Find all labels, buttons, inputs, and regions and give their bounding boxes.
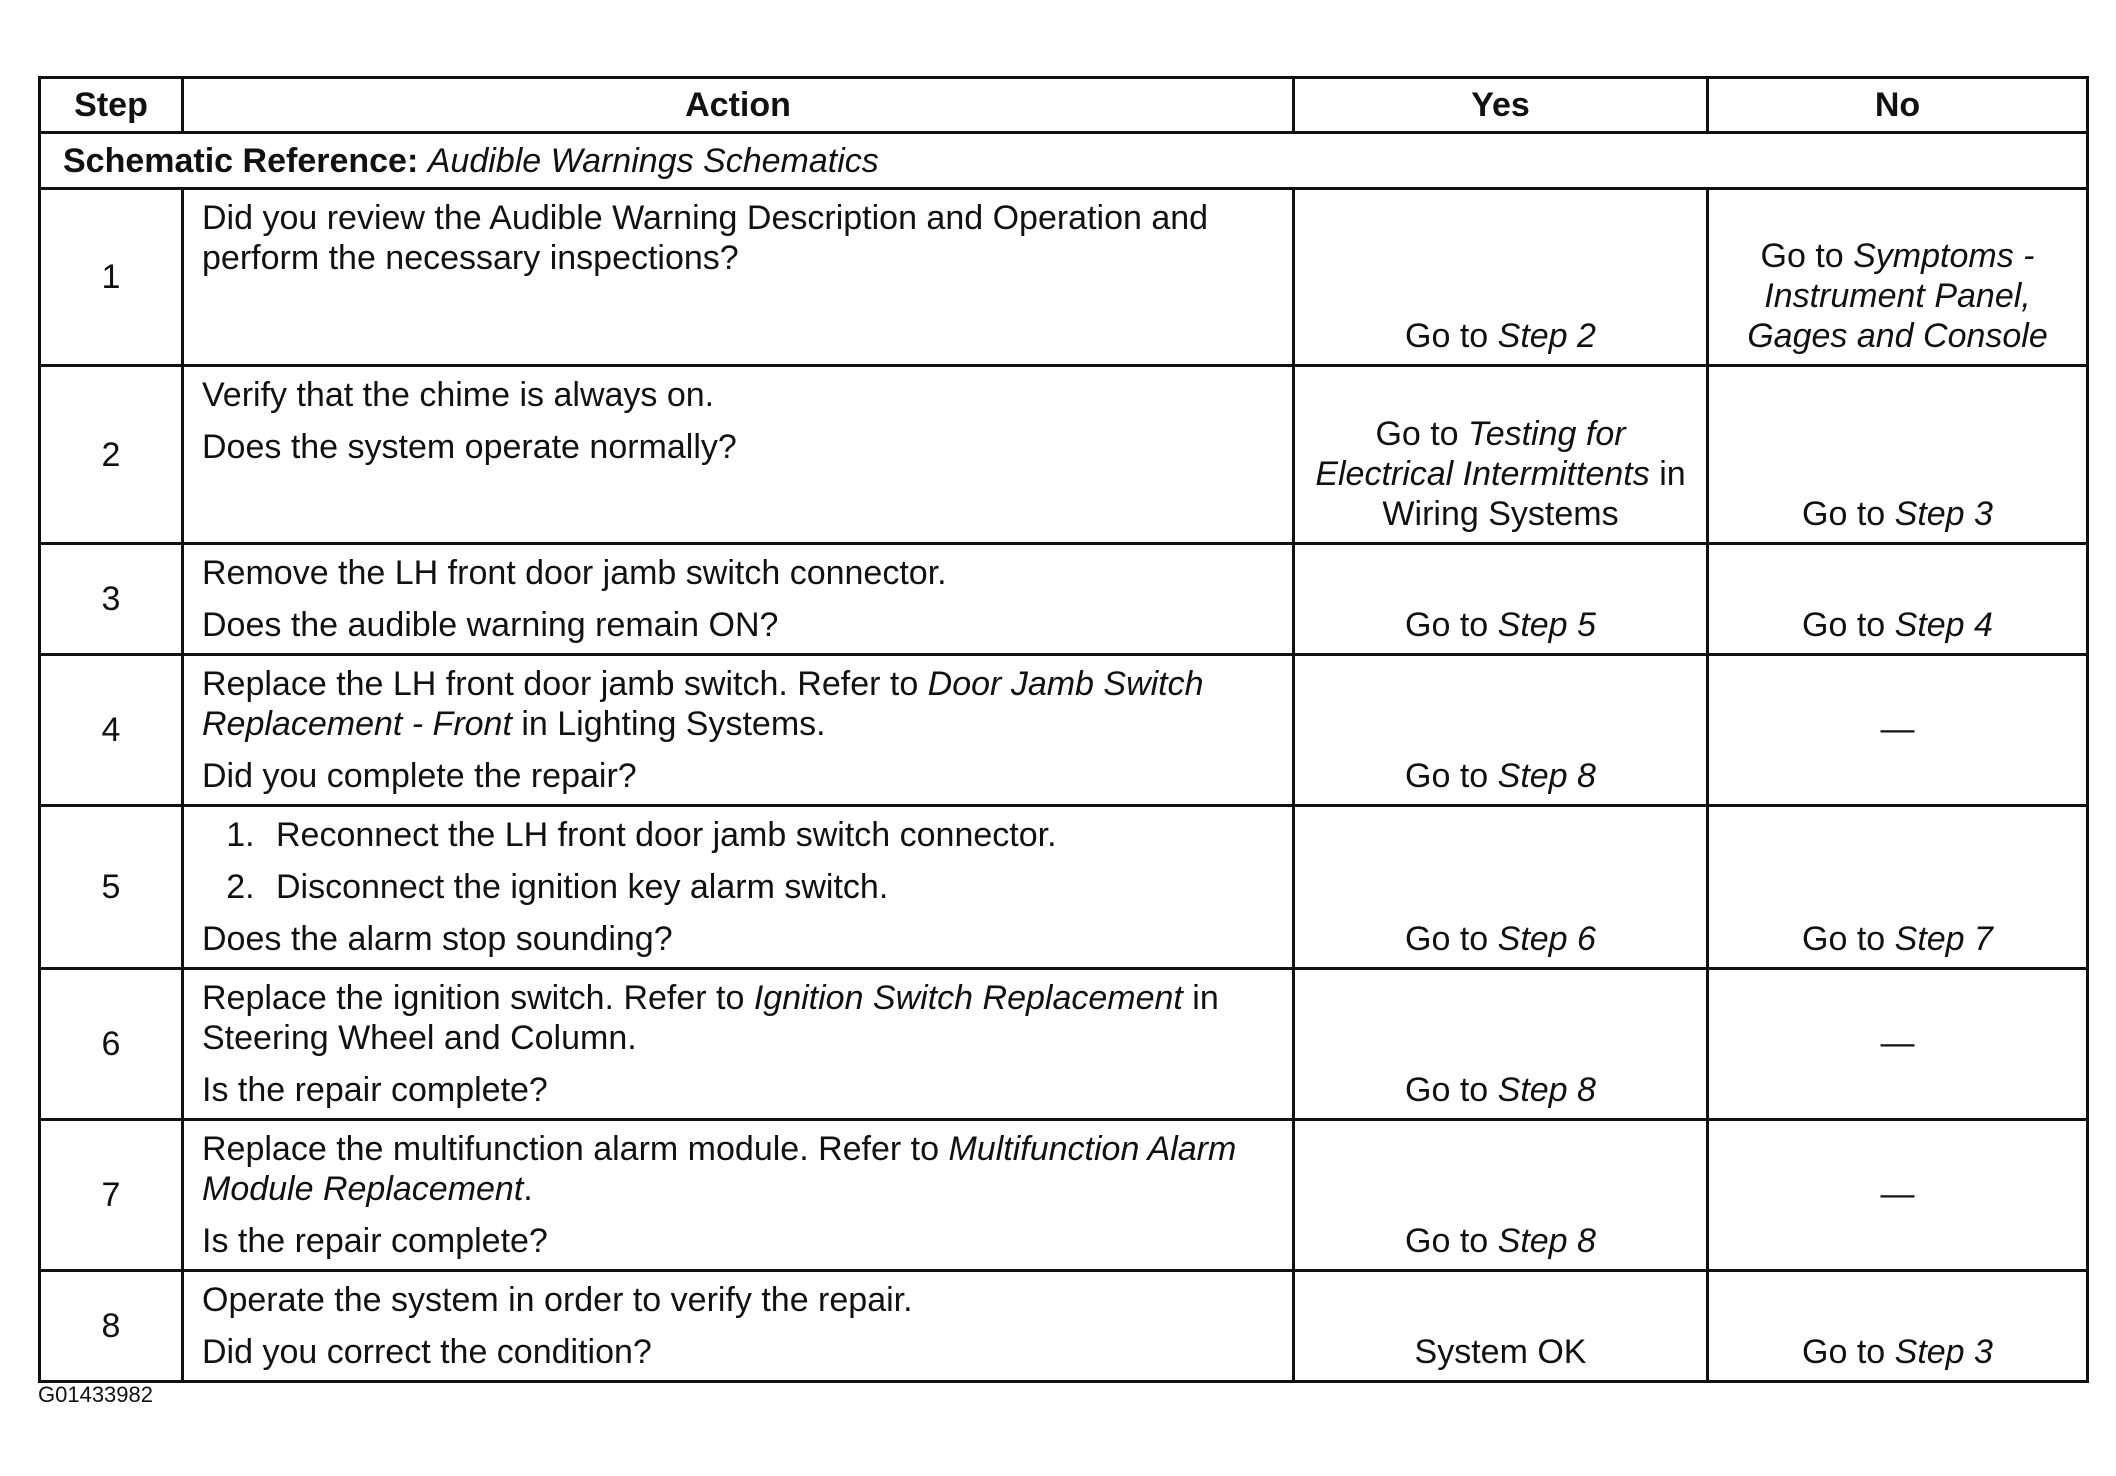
- action-question: Does the alarm stop sounding?: [202, 920, 673, 958]
- action-question: Is the repair complete?: [202, 1222, 548, 1260]
- yes-cell: [1294, 969, 1708, 1120]
- action-cell: [183, 806, 1294, 969]
- yes-cell: [1294, 655, 1708, 806]
- yes-link[interactable]: Step 5: [1497, 606, 1596, 644]
- yes-link[interactable]: Testing for Electrical Intermittents: [1315, 415, 1650, 493]
- header-no: No: [1708, 78, 2088, 133]
- action-question: Is the repair complete?: [202, 1071, 548, 1109]
- action-list-item: 2. Disconnect the ignition key alarm switch.: [264, 867, 1274, 907]
- figure-id: G01433982: [38, 1382, 153, 1407]
- yes-link[interactable]: Step 8: [1497, 757, 1596, 795]
- action-question: Does the system operate normally?: [202, 428, 737, 466]
- table-row: [40, 189, 2088, 366]
- action-reference-link[interactable]: Multifunction Alarm Module Replacement: [202, 1130, 1237, 1208]
- no-link[interactable]: Step 3: [1894, 495, 1993, 533]
- schematic-row: [40, 133, 2088, 189]
- action-text: [202, 1129, 1274, 1209]
- no-cell: [1708, 969, 2088, 1120]
- no-link[interactable]: Step 4: [1894, 606, 1993, 644]
- action-cell: [183, 1271, 1294, 1382]
- table-row: [40, 544, 2088, 655]
- yes-prefix: Go to: [1405, 606, 1498, 644]
- diagnostic-table: [38, 76, 2089, 1383]
- action-cell: [183, 189, 1294, 366]
- step-number: 8: [40, 1271, 183, 1382]
- no-prefix: Go to: [1802, 495, 1895, 533]
- no-prefix: Go to: [1760, 237, 1854, 275]
- no-link[interactable]: Symptoms - Instrument Panel, Gages and Console: [1747, 237, 2048, 355]
- no-prefix: Go to: [1802, 920, 1895, 958]
- yes-suffix: in Wiring Systems: [1382, 455, 1686, 533]
- no-dash: —: [1880, 710, 1915, 748]
- table-row: [40, 1271, 2088, 1382]
- no-link[interactable]: Step 7: [1894, 920, 1993, 958]
- table-row: [40, 806, 2088, 969]
- no-cell: [1708, 1120, 2088, 1271]
- table-row: [40, 969, 2088, 1120]
- step-number: 7: [40, 1120, 183, 1271]
- yes-text: System OK: [1414, 1333, 1587, 1371]
- yes-link[interactable]: Step 8: [1497, 1071, 1596, 1109]
- no-dash: —: [1880, 1175, 1915, 1213]
- step-number: 6: [40, 969, 183, 1120]
- header-step: Step: [40, 78, 183, 133]
- no-cell: [1708, 366, 2088, 544]
- action-text-suffix: in Lighting Systems.: [511, 705, 826, 743]
- schematic-link[interactable]: Audible Warnings Schematics: [427, 141, 879, 180]
- yes-prefix: Go to: [1375, 415, 1469, 453]
- schematic-reference: [40, 133, 2088, 189]
- header-action: Action: [183, 78, 1294, 133]
- step-number: 3: [40, 544, 183, 655]
- yes-cell: [1294, 544, 1708, 655]
- no-cell: [1708, 1271, 2088, 1382]
- yes-prefix: Go to: [1405, 920, 1498, 958]
- table-row: [40, 1120, 2088, 1271]
- action-cell: [183, 655, 1294, 806]
- action-text: [202, 978, 1274, 1058]
- action-question: Did you correct the condition?: [202, 1333, 652, 1371]
- action-question: Did you complete the repair?: [202, 757, 637, 795]
- yes-cell: [1294, 1271, 1708, 1382]
- action-text: [202, 664, 1274, 744]
- action-text-suffix: in Steering Wheel and Column.: [202, 979, 1219, 1057]
- action-reference-link[interactable]: Ignition Switch Replacement: [753, 979, 1183, 1017]
- no-cell: [1708, 189, 2088, 366]
- action-text-prefix: Replace the LH front door jamb switch. Refer to: [202, 665, 928, 703]
- action-text: Did you review the Audible Warning Description and Operation and perform the necessary inspections?: [202, 199, 1209, 277]
- no-dash: —: [1880, 1024, 1915, 1062]
- step-number: 1: [40, 189, 183, 366]
- header-row: [40, 78, 2088, 133]
- yes-link[interactable]: Step 2: [1497, 317, 1596, 355]
- yes-prefix: Go to: [1405, 757, 1498, 795]
- yes-prefix: Go to: [1405, 1071, 1498, 1109]
- yes-cell: [1294, 189, 1708, 366]
- schematic-label: Schematic Reference:: [63, 141, 419, 180]
- action-question: Does the audible warning remain ON?: [202, 606, 779, 644]
- action-text-suffix: .: [523, 1170, 533, 1208]
- table-row: [40, 655, 2088, 806]
- action-cell: [183, 1120, 1294, 1271]
- action-text: Remove the LH front door jamb switch connector.: [202, 554, 947, 592]
- no-cell: [1708, 544, 2088, 655]
- action-list-item: 1. Reconnect the LH front door jamb switch connector.: [264, 815, 1274, 855]
- action-reference-link[interactable]: Door Jamb Switch Replacement - Front: [202, 665, 1204, 743]
- yes-prefix: Go to: [1405, 317, 1498, 355]
- yes-cell: [1294, 1120, 1708, 1271]
- step-number: 5: [40, 806, 183, 969]
- action-cell: [183, 544, 1294, 655]
- header-yes: Yes: [1294, 78, 1708, 133]
- no-cell: [1708, 655, 2088, 806]
- action-text-prefix: Replace the ignition switch. Refer to: [202, 979, 754, 1017]
- action-cell: [183, 969, 1294, 1120]
- yes-prefix: Go to: [1405, 1222, 1498, 1260]
- action-text-prefix: Replace the multifunction alarm module. Refer to: [202, 1130, 949, 1168]
- step-number: 4: [40, 655, 183, 806]
- yes-cell: [1294, 806, 1708, 969]
- no-prefix: Go to: [1802, 1333, 1895, 1371]
- action-list: [202, 815, 1274, 907]
- table-row: [40, 366, 2088, 544]
- no-prefix: Go to: [1802, 606, 1895, 644]
- action-text: Verify that the chime is always on.: [202, 376, 715, 414]
- action-cell: [183, 366, 1294, 544]
- no-cell: [1708, 806, 2088, 969]
- yes-link[interactable]: Step 8: [1497, 1222, 1596, 1260]
- no-link[interactable]: Step 3: [1894, 1333, 1993, 1371]
- yes-link[interactable]: Step 6: [1497, 920, 1596, 958]
- step-number: 2: [40, 366, 183, 544]
- action-text: Operate the system in order to verify the repair.: [202, 1281, 913, 1319]
- yes-cell: [1294, 366, 1708, 544]
